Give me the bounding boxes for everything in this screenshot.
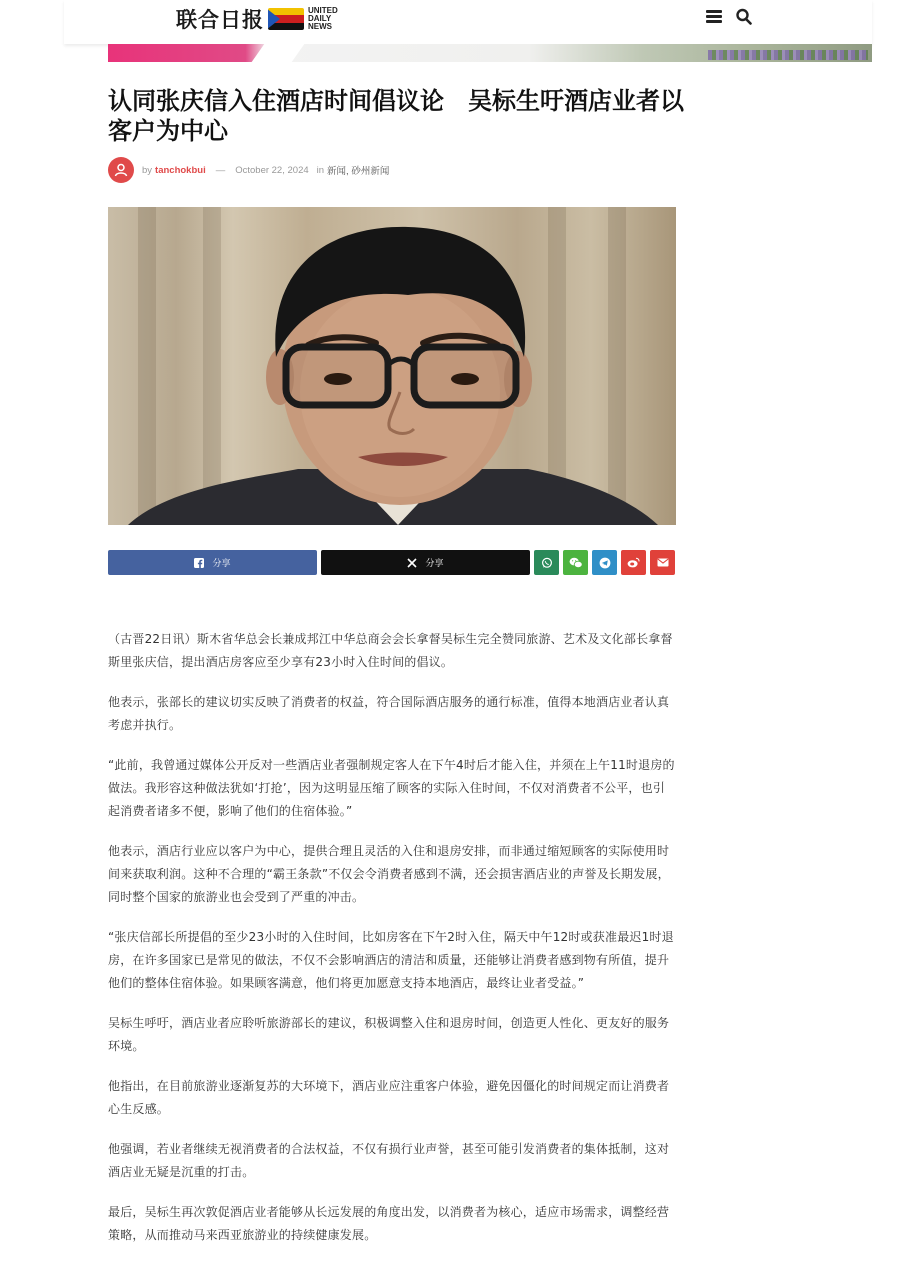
article-paragraph-3: “此前，我曾通过媒体公开反对一些酒店业者强制规定客人在下午4时后才能入住，并须在上午11时退房的做法。我形容这种做法犹如‘打抢’，因为这明显压缩了顾客的实际入住时间，不仅对消费者不公平，也引起消费者诸多不便，影响了他们的住宿体验。” — [108, 758, 675, 818]
article-title: 认同张庆信入住酒店时间倡议论 吴标生吁酒店业者以客户为中心 — [108, 87, 684, 145]
article-body — [108, 628, 676, 1264]
ad-banner[interactable] — [108, 44, 872, 62]
category-links[interactable]: 新闻, 砂州新闻 — [327, 166, 390, 177]
wechat-icon — [569, 557, 583, 569]
whatsapp-icon — [541, 557, 553, 569]
flag-icon — [268, 8, 304, 30]
article-paragraph-8: 他强调，若业者继续无视消费者的合法权益，不仅有损行业声誉，甚至可能引发消费者的集体抵制，这对酒店业无疑是沉重的打击。 — [108, 1142, 670, 1179]
logo-en-line2: DAILY — [308, 14, 332, 23]
author-prefix: by — [142, 164, 153, 176]
article-paragraph-2: 他表示，张部长的建议切实反映了消费者的权益，符合国际酒店服务的通行标准，值得本地酒店业者认真考虑并执行。 — [108, 695, 670, 732]
author-link[interactable]: tanchokbui — [155, 164, 206, 176]
share-x-label: 分享 — [425, 559, 444, 569]
article-paragraph-6: 吴标生呼吁，酒店业者应聆听旅游部长的建议，积极调整入住和退房时间，创造更人性化、更友好的服务环境。 — [108, 1016, 670, 1053]
article-paragraph-4: 他表示，酒店行业应以客户为中心，提供合理且灵活的入住和退房安排，而非通过缩短顾客的实际使用时间来获取利润。这种不合理的“霸王条款”不仅会令消费者感到不满，还会损害酒店业的声誉及长期发展，同时整个国家的旅游业也会受到了严重的冲击。 — [108, 844, 670, 904]
x-icon — [407, 558, 417, 568]
share-email-button[interactable] — [650, 550, 675, 575]
search-icon[interactable] — [736, 8, 752, 26]
logo-chinese-text: 联合日报 — [176, 7, 264, 32]
site-logo[interactable] — [176, 4, 338, 34]
article-meta — [108, 157, 389, 183]
logo-english-text — [308, 7, 338, 31]
telegram-icon — [599, 557, 611, 569]
share-x-button[interactable] — [321, 550, 530, 575]
category-prefix: in — [316, 164, 325, 176]
logo-en-line1: UNITED — [308, 6, 338, 15]
logo-en-line3: NEWS — [308, 22, 332, 31]
weibo-icon — [627, 557, 640, 568]
facebook-icon — [194, 558, 204, 568]
share-facebook-label: 分享 — [212, 559, 231, 569]
avatar[interactable] — [108, 157, 134, 183]
publish-date: October 22, 2024 — [235, 164, 309, 176]
share-whatsapp-button[interactable] — [534, 550, 559, 575]
meta-separator: — — [215, 164, 226, 176]
featured-image — [108, 207, 676, 525]
hamburger-icon[interactable] — [706, 10, 722, 24]
user-icon — [113, 162, 129, 178]
share-wechat-button[interactable] — [563, 550, 588, 575]
portrait-illustration — [108, 207, 676, 525]
share-weibo-button[interactable] — [621, 550, 646, 575]
site-header — [64, 0, 872, 44]
article-paragraph-5: “张庆信部长所提倡的至少23小时的入住时间，比如房客在下午2时入住，隔天中午12时或获准最迟1时退房，在许多国家已是常见的做法，不仅不会影响酒店的清洁和质量，还能够让消费者感到物有所值，提升他们的整体住宿体验。如果顾客满意，他们将更加愿意支持本地酒店，最终让业者受益。” — [108, 930, 674, 990]
email-icon — [657, 558, 669, 567]
article-paragraph-9: 最后，吴标生再次敦促酒店业者能够从长远发展的角度出发，以消费者为核心，适应市场需求，调整经营策略，从而推动马来西亚旅游业的持续健康发展。 — [108, 1205, 670, 1242]
share-telegram-button[interactable] — [592, 550, 617, 575]
article-paragraph-7: 他指出，在目前旅游业逐渐复苏的大环境下，酒店业应注重客户体验，避免因僵化的时间规定而让消费者心生反感。 — [108, 1079, 670, 1116]
share-facebook-button[interactable] — [108, 550, 317, 575]
share-bar — [108, 550, 676, 575]
article-paragraph-1: （古晋22日讯）斯木省华总会长兼成邦江中华总商会会长拿督吴标生完全赞同旅游、艺术及文化部长拿督斯里张庆信，提出酒店房客应至少享有23小时入住时间的倡议。 — [108, 632, 673, 669]
